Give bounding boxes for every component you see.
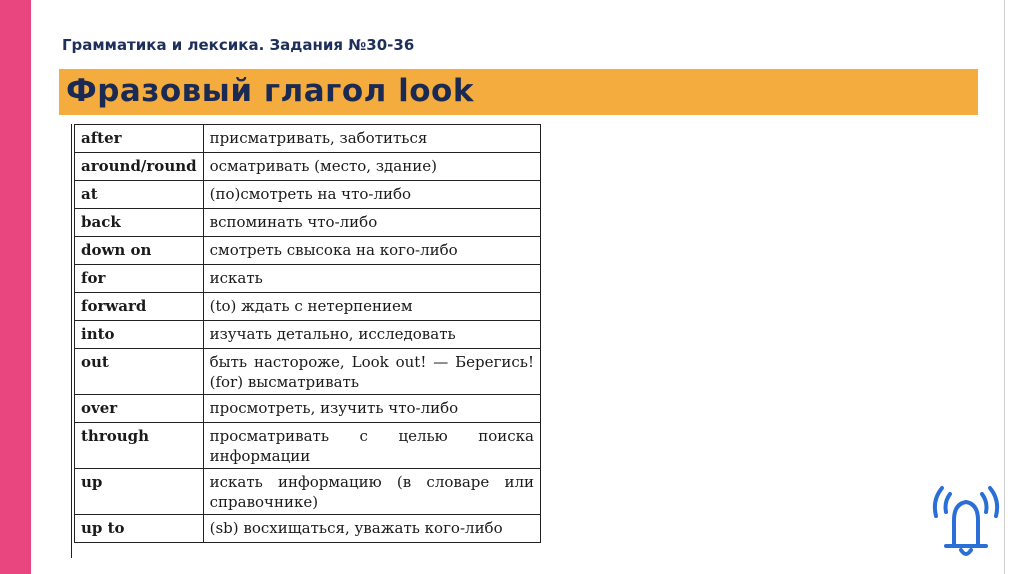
phrasal-verb-table xyxy=(74,124,541,543)
particle-cell: into xyxy=(75,321,204,349)
meaning-cell: быть настороже, Look out! — Берегись! (for) высматривать xyxy=(203,349,540,395)
meaning-cell: присматривать, заботиться xyxy=(203,125,540,153)
particle-cell: for xyxy=(75,265,204,293)
meaning-cell: просмотреть, изучить что-либо xyxy=(203,395,540,423)
meaning-cell: осматривать (место, здание) xyxy=(203,153,540,181)
particle-cell: up xyxy=(75,469,204,515)
table-row xyxy=(75,349,541,395)
table-row xyxy=(75,469,541,515)
meaning-cell: смотреть свысока на кого-либо xyxy=(203,237,540,265)
particle-cell: at xyxy=(75,181,204,209)
meaning-cell: вспоминать что-либо xyxy=(203,209,540,237)
table-row xyxy=(75,265,541,293)
bell-icon[interactable] xyxy=(924,478,1008,562)
meaning-cell: (to) ждать с нетерпением xyxy=(203,293,540,321)
left-accent-bar xyxy=(0,0,31,574)
particle-cell: through xyxy=(75,423,204,469)
table-row xyxy=(75,293,541,321)
particle-cell: out xyxy=(75,349,204,395)
meaning-cell: (по)смотреть на что-либо xyxy=(203,181,540,209)
table-margin-line xyxy=(71,124,72,558)
meaning-cell: просматривать с целью поиска информации xyxy=(203,423,540,469)
table-row xyxy=(75,395,541,423)
meaning-cell: искать информацию (в словаре или справочнике) xyxy=(203,469,540,515)
table-row xyxy=(75,237,541,265)
slide-title: Фразовый глагол look xyxy=(66,73,474,109)
table-row xyxy=(75,515,541,543)
particle-cell: up to xyxy=(75,515,204,543)
particle-cell: down on xyxy=(75,237,204,265)
table-row xyxy=(75,209,541,237)
meaning-cell: искать xyxy=(203,265,540,293)
slide-subtitle: Грамматика и лексика. Задания №30-36 xyxy=(62,36,415,54)
table-row xyxy=(75,153,541,181)
table-row xyxy=(75,181,541,209)
meaning-cell: изучать детально, исследовать xyxy=(203,321,540,349)
table-row xyxy=(75,125,541,153)
table-row xyxy=(75,423,541,469)
particle-cell: forward xyxy=(75,293,204,321)
particle-cell: after xyxy=(75,125,204,153)
particle-cell: over xyxy=(75,395,204,423)
particle-cell: around/round xyxy=(75,153,204,181)
meaning-cell: (sb) восхищаться, уважать кого-либо xyxy=(203,515,540,543)
particle-cell: back xyxy=(75,209,204,237)
table-row xyxy=(75,321,541,349)
